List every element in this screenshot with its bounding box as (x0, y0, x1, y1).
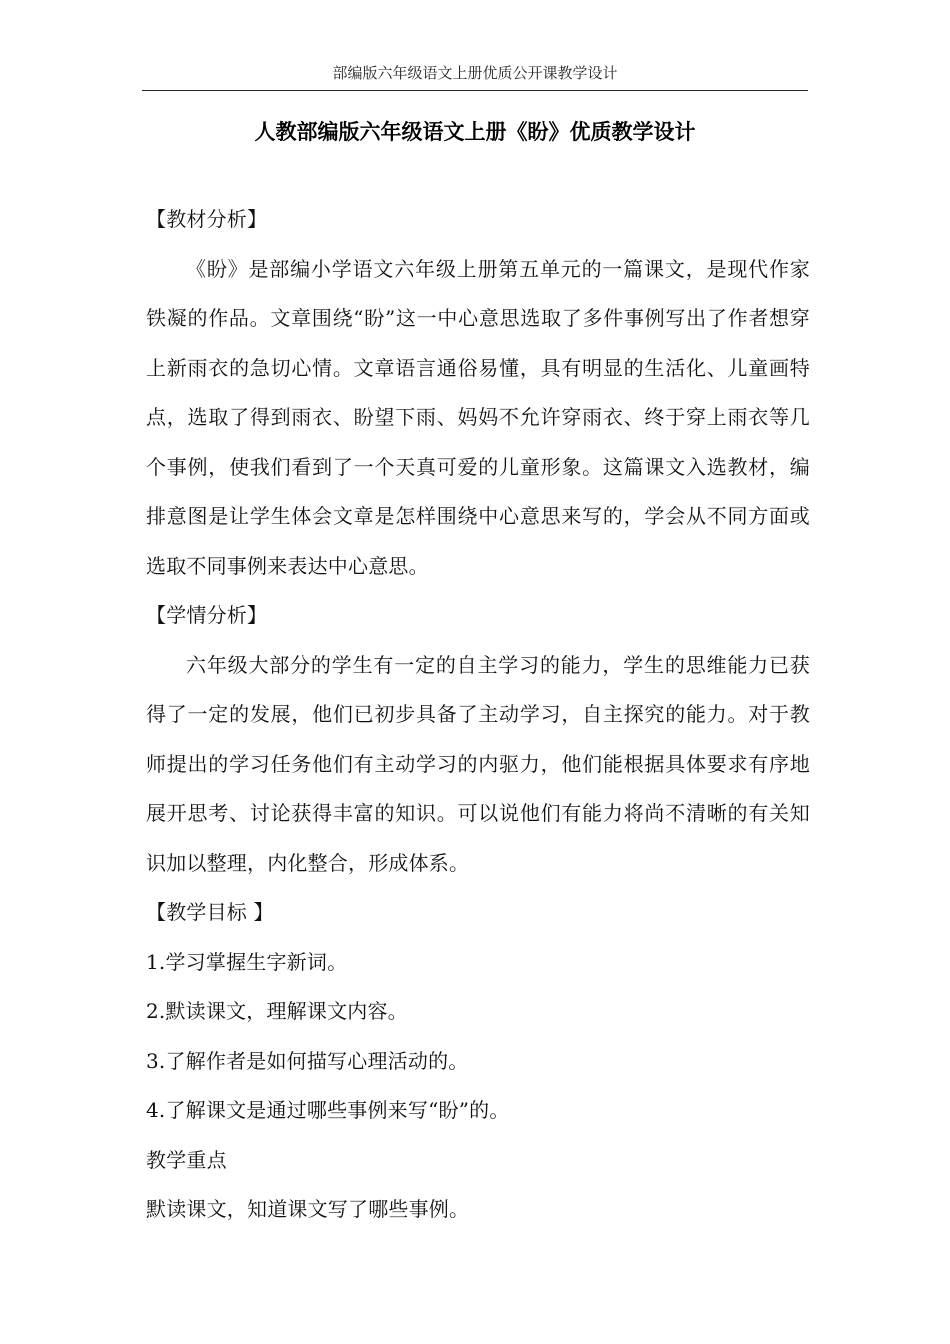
section-heading-goals: 【教学目标 】 (146, 900, 274, 924)
goal-item: 2.默读课文，理解课文内容。 (146, 999, 408, 1023)
paragraph-materials: 《盼》是部编小学语文六年级上册第五单元的一篇课文，是现代作家铁凝的作品。文章围绕“盼”这一中心意思选取了多件事例写出了作者想穿上新雨衣的急切心情。文章语言通俗易懂，具有明显的生活化、儿童画特点，选取了得到雨衣、盼望下雨、妈妈不允许穿雨衣、终于穿上雨衣等几个事例，使我们看到了一个天真可爱的儿童形象。这篇课文入选教材，编排意图是让学生体会文章是怎样围绕中心意思来写的，学会从不同方面或选取不同事例来表达中心意思。 (146, 256, 810, 578)
header-rule (142, 90, 808, 91)
section-heading-materials: 【教材分析】 (146, 207, 268, 231)
paragraph-focus: 默读课文，知道课文写了哪些事例。 (146, 1197, 470, 1221)
section-heading-focus: 教学重点 (146, 1147, 227, 1172)
paragraph-students: 六年级大部分的学生有一定的自主学习的能力，学生的思维能力已获得了一定的发展，他们已初步具备了主动学习，自主探究的能力。对于教师提出的学习任务他们有主动学习的内驱力，他们能根据具体要求有序地展开思考、讨论获得丰富的知识。可以说他们有能力将尚不清晰的有关知识加以整理，内化整合，形成体系。 (146, 652, 810, 875)
document-title: 人教部编版六年级语文上册《盼》优质教学设计 (254, 120, 696, 144)
goal-item: 3.了解作者是如何描写心理活动的。 (146, 1048, 469, 1073)
running-header: 部编版六年级语文上册优质公开课教学设计 (332, 64, 618, 82)
goal-item: 4.了解课文是通过哪些事例来写“盼”的。 (146, 1098, 510, 1122)
goal-item: 1.学习掌握生字新词。 (146, 949, 348, 974)
document-body (146, 195, 810, 1235)
section-heading-students: 【学情分析】 (146, 603, 268, 627)
